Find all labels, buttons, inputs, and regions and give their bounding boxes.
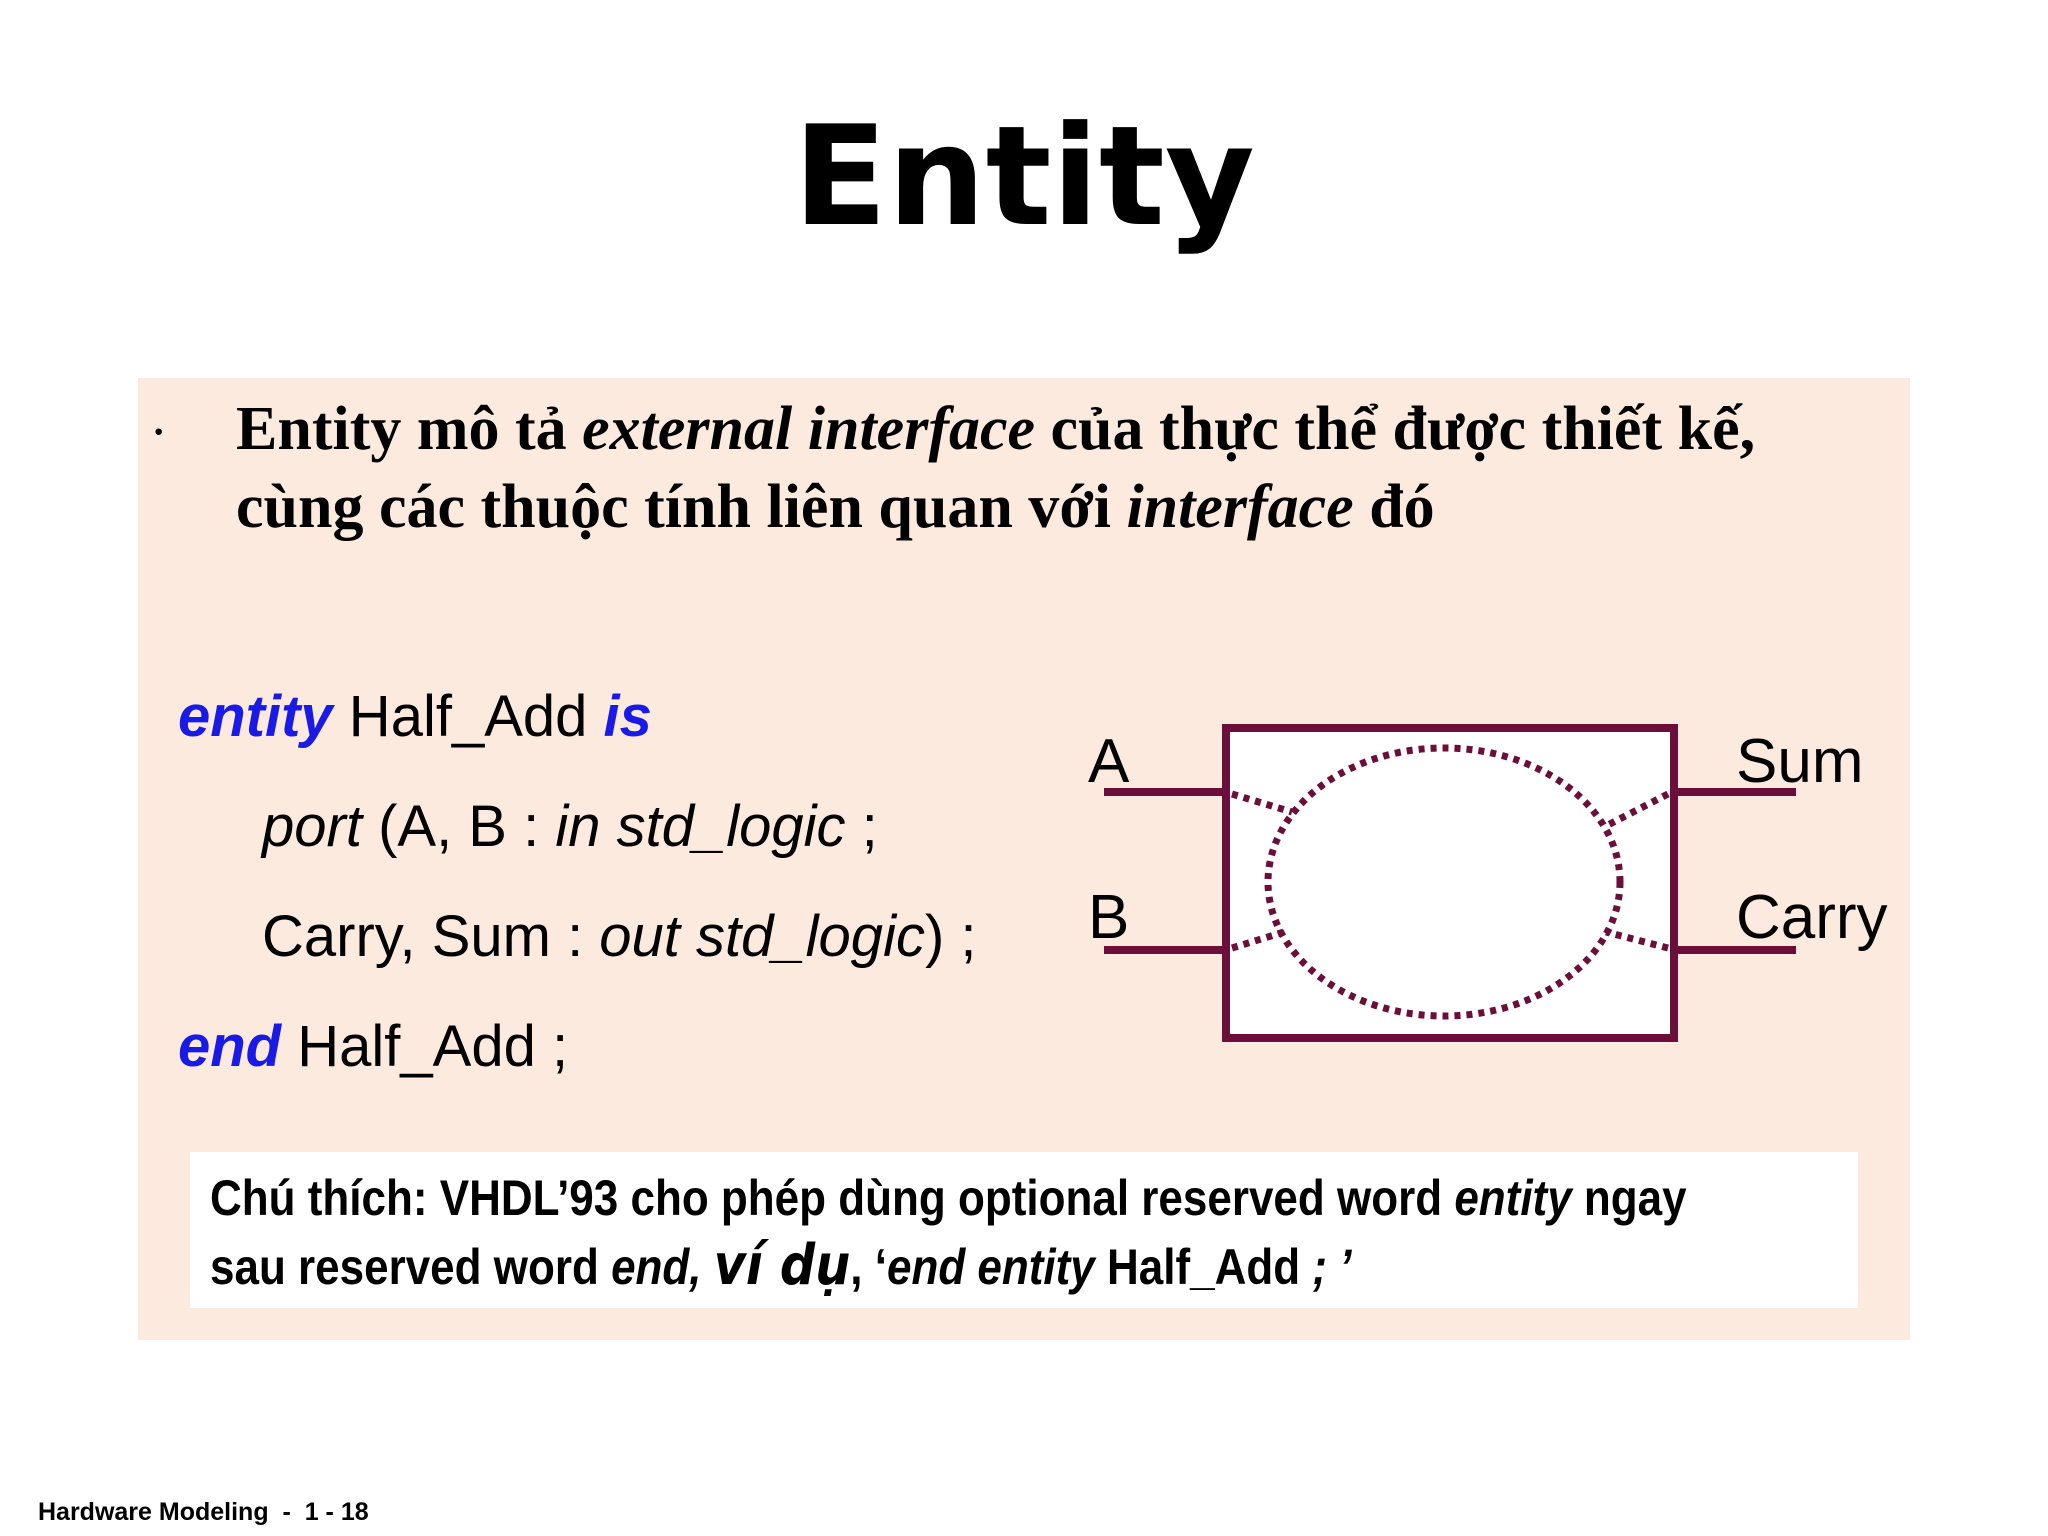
bullet-segment: của thực thể được thiết kế, cùng các thuộc tính liên quan với	[236, 395, 1756, 541]
note-text	[210, 1164, 1687, 1301]
output-carry-label: Carry	[1736, 883, 1888, 952]
code-line-end	[178, 1014, 569, 1079]
entity-name: Half_Add	[332, 684, 604, 749]
code-line-outputs	[262, 904, 977, 969]
note-segment: Chú thích: VHDL’93 cho phép dùng optional reserved word	[210, 1170, 1455, 1226]
bullet-text	[236, 390, 1836, 546]
keyword-is: is	[603, 684, 652, 749]
port-outputs: Carry, Sum :	[262, 904, 600, 969]
code-line-entity	[178, 684, 652, 749]
bullet-segment: Entity mô tả	[236, 395, 583, 463]
note-box	[190, 1152, 1858, 1308]
note-segment-italic: end entity	[886, 1239, 1095, 1295]
port-inputs: (A, B :	[361, 794, 556, 859]
slide-footer: Hardware Modeling - 1 - 18	[38, 1498, 369, 1526]
note-segment: , ‘	[850, 1239, 887, 1295]
bullet-marker: ·	[152, 409, 166, 454]
code-line-port	[262, 794, 878, 859]
note-segment: ngay	[1571, 1170, 1687, 1226]
port-close: ) ;	[924, 904, 977, 969]
note-segment-italic: ; ’	[1312, 1239, 1352, 1295]
entity-box	[1226, 728, 1674, 1038]
input-b-label: B	[1088, 883, 1130, 952]
half-adder-diagram	[1080, 700, 1920, 1060]
port-input-type: in std_logic	[555, 794, 846, 859]
note-segment-italic: end,	[611, 1239, 714, 1295]
output-sum-label: Sum	[1736, 727, 1864, 796]
port-terminator: ;	[845, 794, 878, 859]
note-segment: Half_Add	[1094, 1239, 1313, 1295]
keyword-entity: entity	[178, 684, 333, 749]
keyword-end: end	[178, 1014, 282, 1079]
bullet-segment: đó	[1353, 473, 1435, 541]
end-name: Half_Add ;	[281, 1014, 569, 1079]
input-a-label: A	[1088, 727, 1130, 796]
keyword-port: port	[262, 794, 362, 859]
note-segment-italic: entity	[1454, 1170, 1572, 1226]
slide-title: Entity	[793, 96, 1255, 257]
note-segment: sau reserved word	[210, 1239, 612, 1295]
bullet-segment-italic: external interface	[582, 395, 1036, 463]
bullet-segment-italic: interface	[1126, 473, 1354, 541]
note-example-label: ví dụ	[713, 1233, 851, 1298]
port-output-type: out std_logic	[599, 904, 925, 969]
